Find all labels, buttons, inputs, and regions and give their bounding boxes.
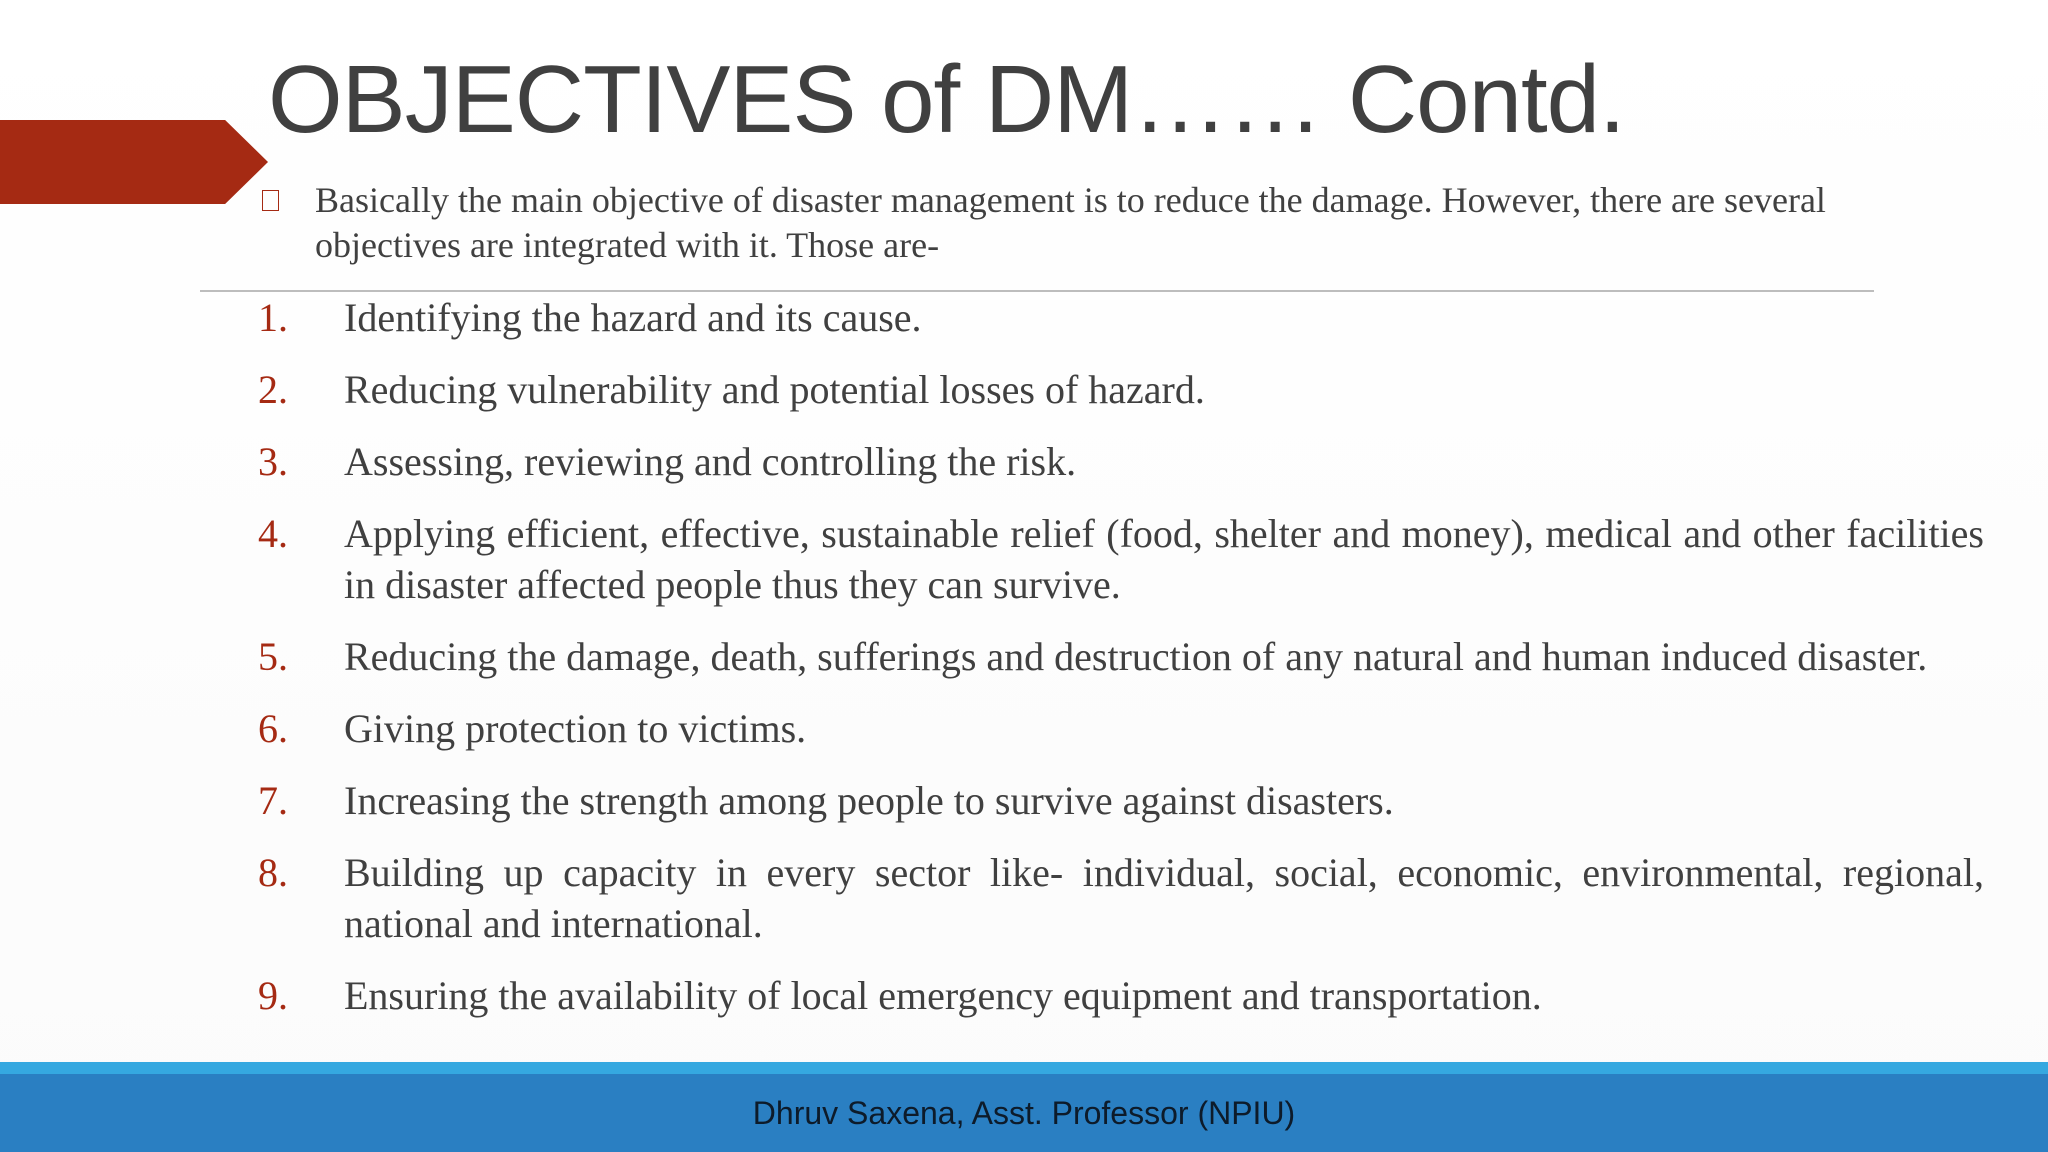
list-item-text: Assessing, reviewing and controlling the risk. <box>344 439 1077 484</box>
list-item-text: Reducing the damage, death, sufferings and destruction of any natural and human induced disaster. <box>344 634 1928 679</box>
list-item-text: Ensuring the availability of local emergency equipment and transportation. <box>344 973 1542 1018</box>
list-item <box>0 364 2048 415</box>
objectives-list <box>0 292 2048 1042</box>
list-item <box>0 508 2048 610</box>
list-item-number: 9. <box>258 973 288 1018</box>
intro-text: Basically the main objective of disaster management is to reduce the damage. However, there are several objectives are integrated with it. Those are- <box>315 180 1826 265</box>
list-item-number: 2. <box>258 367 288 412</box>
list-item-number: 3. <box>258 439 288 484</box>
list-item-text: Increasing the strength among people to survive against disasters. <box>344 778 1394 823</box>
footer-bar <box>0 1074 2048 1152</box>
list-item-number: 6. <box>258 706 288 751</box>
intro-paragraph <box>262 178 1942 268</box>
list-item-number: 4. <box>258 511 288 556</box>
list-item-text: Giving protection to victims. <box>344 706 807 751</box>
list-item <box>0 292 2048 343</box>
list-item-number: 1. <box>258 295 288 340</box>
square-bullet-icon <box>262 190 279 211</box>
accent-arrow-shape <box>0 120 268 204</box>
slide-title: OBJECTIVES of DM…… Contd. <box>268 46 1625 153</box>
list-item <box>0 775 2048 826</box>
list-item-number: 8. <box>258 850 288 895</box>
list-item-text: Reducing vulnerability and potential losses of hazard. <box>344 367 1205 412</box>
list-item <box>0 703 2048 754</box>
footer-credit: Dhruv Saxena, Asst. Professor (NPIU) <box>752 1094 1296 1131</box>
list-item <box>0 970 2048 1021</box>
list-item <box>0 631 2048 682</box>
list-item <box>0 436 2048 487</box>
list-item-text: Applying efficient, effective, sustainable relief (food, shelter and money), medical and other facilities in disaster affected people thus they can survive. <box>344 511 1984 607</box>
list-item-number: 5. <box>258 634 288 679</box>
list-item-number: 7. <box>258 778 288 823</box>
footer-accent-line <box>0 1062 2048 1074</box>
list-item <box>0 847 2048 949</box>
list-item-text: Building up capacity in every sector like- individual, social, economic, environmental, regional, national and international. <box>344 850 1984 946</box>
list-item-text: Identifying the hazard and its cause. <box>344 295 922 340</box>
